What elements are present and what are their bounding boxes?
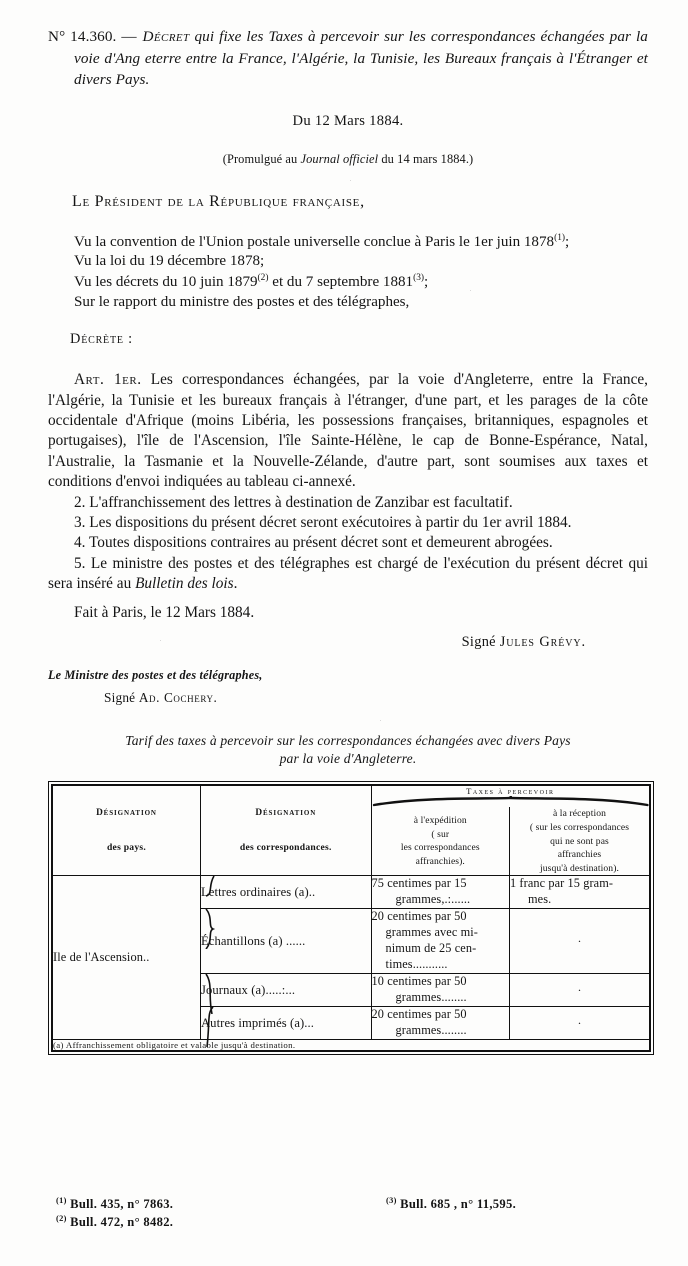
article-1 xyxy=(48,370,648,492)
consideration-1-text: Vu la convention de l'Union postale universelle conclue à Paris le 1er juin 1878 xyxy=(74,233,555,250)
footnote-1 xyxy=(56,1196,173,1212)
minister-signature-prefix: Signé xyxy=(104,689,139,705)
header-designation-countries-label: Désignation xyxy=(96,807,157,818)
page-content xyxy=(48,26,648,1055)
article-1-body: Les correspondances échangées, par la voie d'Angleterre, entre la France, l'Algérie, la Tunisie et les bureaux français à l'étranger, d'une part, et les parages de la côte occidentale d'Afrique (moins Libéria, les possessions françaises, britanniques, espagnoles et portugaises), l'île de l'Ascension, l'île Sainte-Hélène, le cap de Bonne-Espérance, Natal, l'Australie, la Tasmanie et la Nouvelle-Zélande, d'autre part, sont soumises aux taxes et conditions d'envoi indiquées au tableau ci-annexé. xyxy=(48,371,648,491)
cell-expedition xyxy=(371,1007,509,1040)
article-5-body-pre: Le ministre des postes et des télégraphes est chargé de l'exécution du présent décret qui sera inséré au xyxy=(48,554,648,593)
table-footnote: (a) Affranchissement obligatoire et valable jusqu'à destination. xyxy=(53,1040,296,1051)
cell-reception: · xyxy=(510,909,651,974)
footnote-row-1 xyxy=(56,1196,656,1214)
article-5 xyxy=(48,554,648,595)
promulgation-prefix: (Promulgué au xyxy=(222,151,301,166)
consideration-1-tail: ; xyxy=(565,233,570,250)
footnote-2-marker: (2) xyxy=(56,1214,67,1223)
considerations-block xyxy=(48,232,648,313)
table-footnote-row xyxy=(52,1040,650,1052)
article-1-label: Art. 1er. xyxy=(74,371,142,389)
article-5-body-post: . xyxy=(233,575,238,593)
cell-reception xyxy=(510,876,651,909)
page-footnotes xyxy=(56,1196,656,1232)
decree-heading-label: Décret xyxy=(142,28,190,45)
decrete-label: Décrète : xyxy=(70,331,133,348)
signature-name: Jules Grévy. xyxy=(499,633,586,650)
tariff-table xyxy=(51,784,651,1052)
consideration-4: Sur le rapport du ministre des postes et des télégraphes, xyxy=(74,293,410,310)
footnote-3 xyxy=(386,1196,516,1212)
header-expedition-line-4: affranchies). xyxy=(415,856,465,868)
cell-correspondence-text: Autres imprimés (a)... xyxy=(200,1015,315,1030)
curly-brace-icon xyxy=(372,796,649,807)
header-reception-line-3: qui ne sont pas xyxy=(550,835,609,847)
article-2-label: 2. xyxy=(74,493,86,511)
table-row xyxy=(52,876,650,909)
header-reception xyxy=(510,807,651,876)
header-reception-line-1: à la réception xyxy=(552,808,607,820)
cell-expedition-line-1: 10 centimes par 50 xyxy=(371,974,467,989)
scan-speckle xyxy=(350,180,351,181)
cell-correspondence-text: Lettres ordinaires (a).. xyxy=(200,884,316,899)
header-group-brace xyxy=(371,796,650,807)
cell-expedition-line-1: 20 centimes par 50 xyxy=(371,1007,467,1022)
header-expedition-line-3: les correspondances xyxy=(400,842,480,854)
article-3-body: Les dispositions du présent décret seront exécutoires à partir du 1er avril 1884. xyxy=(85,514,572,532)
header-expedition xyxy=(371,807,509,876)
footnote-1-marker: (1) xyxy=(56,1196,67,1205)
tariff-table-frame xyxy=(48,781,654,1055)
president-line: Le Président de la République française, xyxy=(72,192,365,210)
minister-signature-name: Ad. Cochery. xyxy=(138,689,218,705)
promulgation-suffix: du 14 mars 1884.) xyxy=(378,151,474,166)
promulgation-line xyxy=(48,152,648,167)
consideration-3-mid: et du 7 septembre 1881 xyxy=(268,274,414,291)
cell-reception: · xyxy=(510,974,651,1007)
consideration-2: Vu la loi du 19 décembre 1878; xyxy=(74,253,265,270)
cell-expedition-line-2: grammes........ xyxy=(395,990,467,1005)
cell-correspondence xyxy=(200,1007,371,1040)
footnote-2 xyxy=(56,1214,173,1230)
decree-date: Du 12 Mars 1884. xyxy=(292,112,404,129)
header-designation-correspondence xyxy=(200,785,371,876)
articles-block xyxy=(48,370,648,594)
article-5-bulletin-reference: Bulletin des lois xyxy=(135,575,234,593)
cell-correspondence-text: Journaux (a).....:... xyxy=(200,982,296,997)
cell-country: Ile de l'Ascension.. xyxy=(52,876,200,1040)
place-and-date: Fait à Paris, le 12 Mars 1884. xyxy=(74,603,255,621)
footnote-1-text: Bull. 435, n° 7863. xyxy=(70,1197,174,1212)
table-caption xyxy=(48,732,648,769)
table-caption-line-2: par la voie d'Angleterre. xyxy=(279,751,417,767)
cell-correspondence xyxy=(200,876,371,909)
cell-expedition-line-2: grammes,.:...... xyxy=(395,892,471,907)
cell-reception-line-2: mes. xyxy=(528,892,552,907)
cell-expedition-line-2: grammes........ xyxy=(395,1023,467,1038)
brace-open-icon xyxy=(204,1007,216,1047)
decree-heading xyxy=(48,26,648,91)
header-taxes-group-label: Taxes à percevoir xyxy=(371,785,650,796)
decree-heading-text: qui fixe les Taxes à percevoir sur les correspondances échangées par la voie d'Ang eterre entre la France, l'Algérie, la Tunisie, les Bureaux français à l'Étranger et divers Pays. xyxy=(74,28,648,89)
article-4 xyxy=(48,533,648,553)
header-expedition-line-2: ( sur xyxy=(431,828,450,840)
header-designation-countries-sub: des pays. xyxy=(106,841,147,853)
article-2 xyxy=(48,493,648,513)
header-designation-correspondence-sub: des correspondances. xyxy=(239,841,332,853)
header-expedition-line-1: à l'expédition xyxy=(413,815,467,827)
header-reception-line-5: jusqu'à destination). xyxy=(540,862,619,874)
article-4-label: 4. xyxy=(74,534,86,552)
consideration-3-note: (2) xyxy=(257,272,269,283)
consideration-1-note: (1) xyxy=(554,232,566,243)
brace-open-icon xyxy=(204,909,216,949)
header-designation-correspondence-label: Désignation xyxy=(255,807,317,818)
decree-number: N° 14.360. xyxy=(48,28,117,45)
cell-reception-line-1: 1 franc par 15 gram- xyxy=(510,876,614,891)
cell-expedition-line-2: grammes avec mi- xyxy=(385,925,478,940)
cell-correspondence xyxy=(200,974,371,1007)
article-3-label: 3. xyxy=(74,514,86,532)
table-caption-line-1: Tarif des taxes à percevoir sur les correspondances échangées avec divers Pays xyxy=(125,732,571,748)
consideration-3-tail: ; xyxy=(424,274,429,291)
cell-expedition xyxy=(371,876,509,909)
footnote-2-text: Bull. 472, n° 8482. xyxy=(70,1215,174,1230)
header-reception-line-2: ( sur les correspondances xyxy=(529,822,630,833)
cell-expedition xyxy=(371,909,509,974)
cell-correspondence xyxy=(200,909,371,974)
table-header-group-row xyxy=(52,785,650,796)
decree-dash: — xyxy=(121,28,138,45)
consideration-3-text: Vu les décrets du 10 juin 1879 xyxy=(74,274,258,291)
article-3 xyxy=(48,513,648,533)
cell-expedition-line-4: times........... xyxy=(385,957,448,972)
scan-speckle xyxy=(470,290,471,291)
signature-president xyxy=(48,634,648,651)
consideration-3-note2: (3) xyxy=(413,272,425,283)
cell-expedition-line-1: 75 centimes par 15 xyxy=(371,876,467,891)
signature-prefix: Signé xyxy=(461,633,500,650)
promulgation-journal: Journal officiel xyxy=(300,151,379,166)
scan-speckle xyxy=(620,370,621,371)
footnote-3-marker: (3) xyxy=(386,1196,397,1205)
header-reception-line-4: affranchies xyxy=(557,849,602,861)
footnote-3-text: Bull. 685 , n° 11,595. xyxy=(400,1197,517,1212)
article-5-label: 5. xyxy=(74,554,86,572)
consideration-3 xyxy=(48,272,648,293)
cell-expedition xyxy=(371,974,509,1007)
header-designation-countries xyxy=(52,785,200,876)
cell-expedition-line-3: nimum de 25 cen- xyxy=(385,941,477,956)
article-4-body: Toutes dispositions contraires au présent décret sont et demeurent abrogées. xyxy=(85,534,553,552)
consideration-1 xyxy=(48,232,648,253)
cell-expedition-line-1: 20 centimes par 50 xyxy=(371,909,467,924)
signature-minister xyxy=(48,690,648,706)
scan-speckle xyxy=(380,720,381,721)
minister-title: Le Ministre des postes et des télégraphes, xyxy=(48,667,263,682)
footnote-row-2 xyxy=(56,1214,656,1232)
cell-reception: · xyxy=(510,1007,651,1040)
cell-correspondence-text: Échantillons (a) ...... xyxy=(200,933,306,948)
scan-speckle xyxy=(160,640,161,641)
article-2-body: L'affranchissement des lettres à destination de Zanzibar est facultatif. xyxy=(85,493,513,511)
